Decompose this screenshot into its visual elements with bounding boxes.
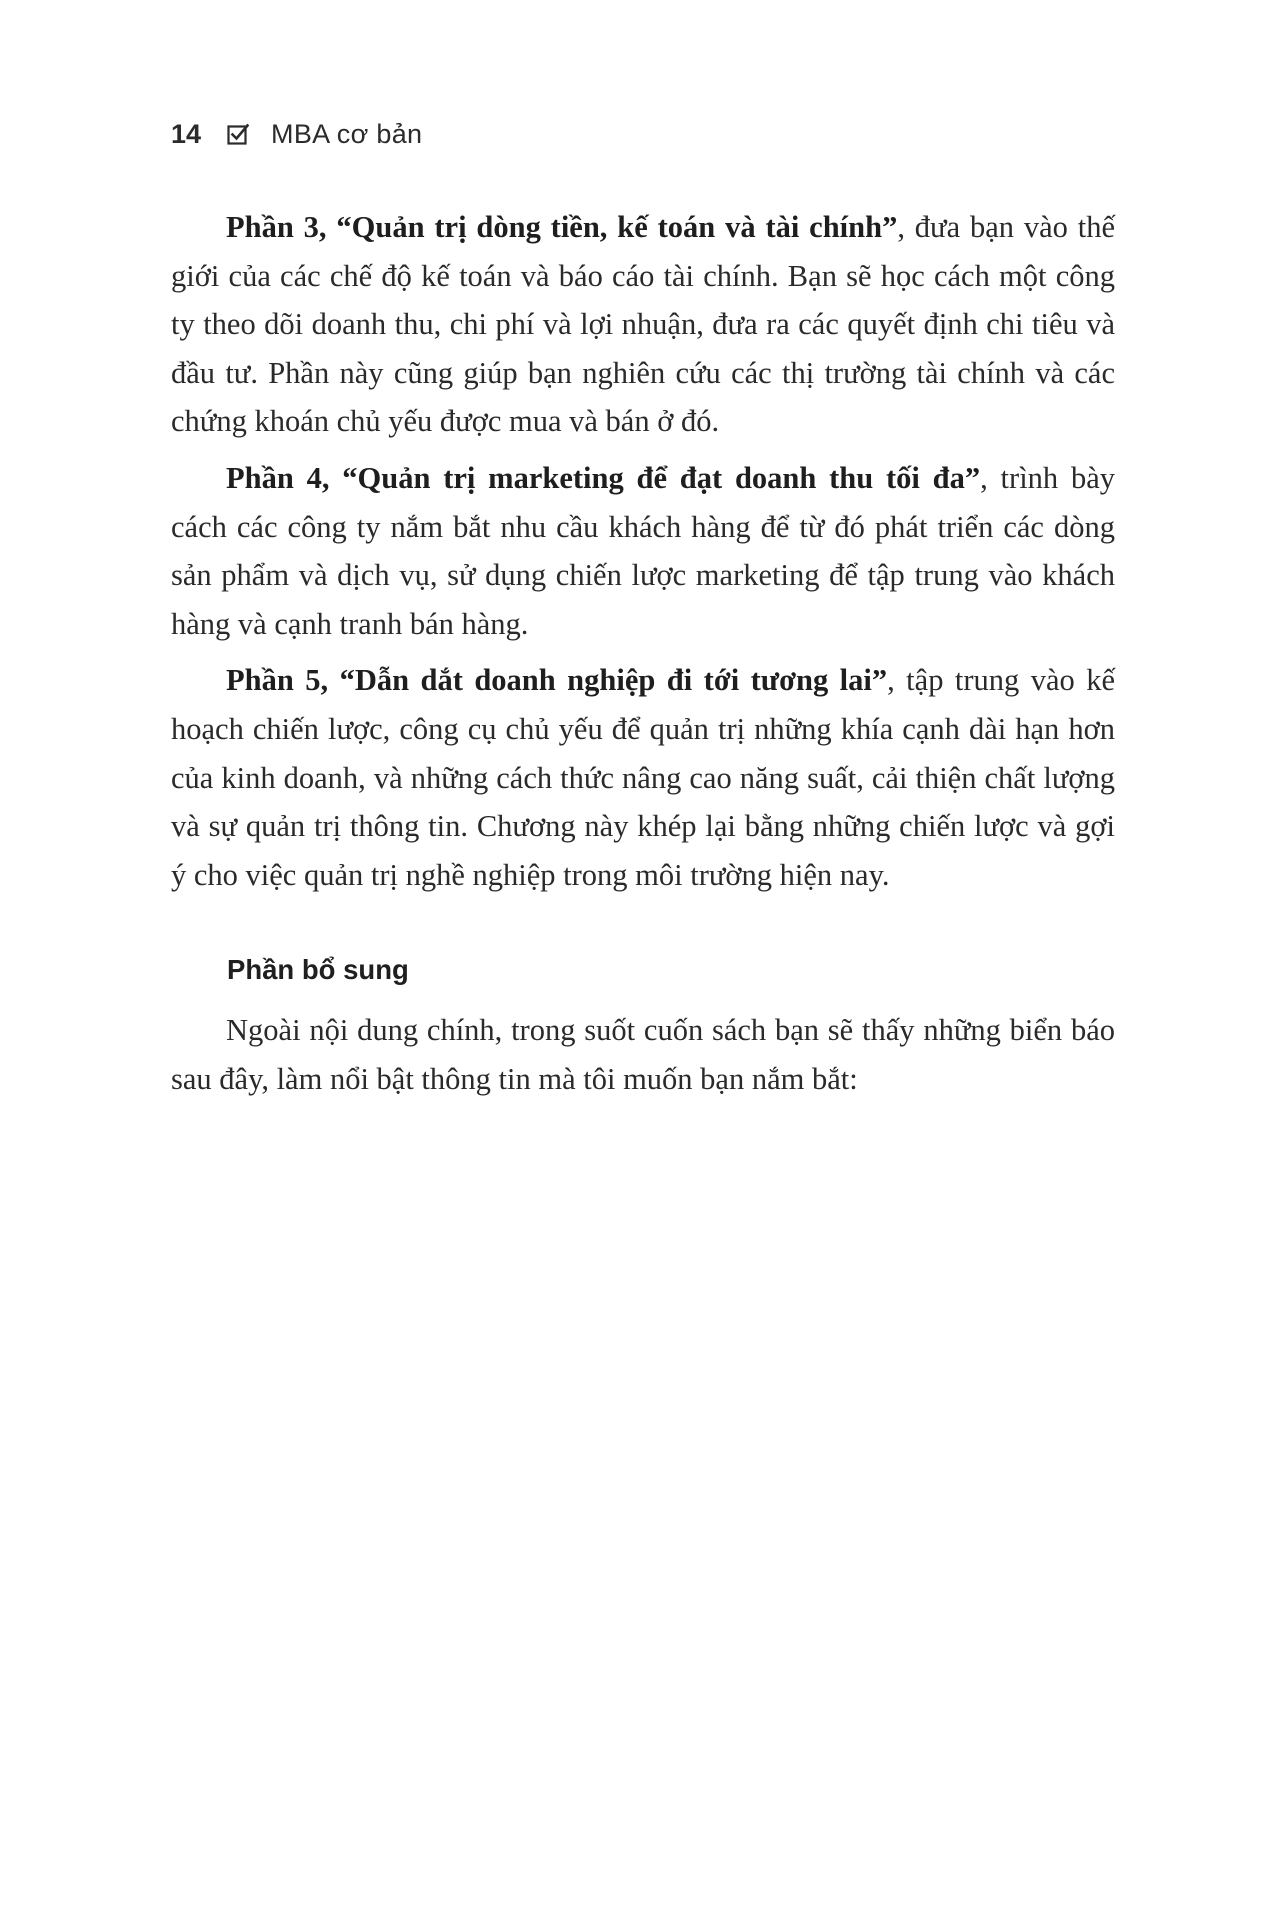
paragraph-text: , đưa bạn vào thế giới của các chế độ kế toán và báo cáo tài chính. Bạn sẽ học cách một công ty theo dõi doanh thu, chi phí và lợi nhuận, đưa ra các quyết định chi tiêu và đầu tư. Phần này cũng giúp bạn nghiên cứu các thị trường tài chính và các chứng khoán chủ yếu được mua và bán ở đó. [171,210,1116,439]
section-heading-supplement: Phần bổ sung [227,954,409,986]
page-body [171,203,1115,1112]
book-title: MBA cơ bản [271,119,423,149]
running-header [171,119,422,150]
paragraph-lead: Phần 5, “Dẫn dắt doanh nghiệp đi tới tương lai” [226,663,888,698]
page-number: 14 [171,119,202,149]
paragraph-supplement: Ngoài nội dung chính, trong suốt cuốn sách bạn sẽ thấy những biển báo sau đây, làm nổi bật thông tin mà tôi muốn bạn nắm bắt: [171,1013,1115,1096]
paragraph-lead: Phần 4, “Quản trị marketing để đạt doanh thu tối đa” [226,460,981,495]
paragraph-lead: Phần 3, “Quản trị dòng tiền, kế toán và tài chính” [226,210,898,244]
checkbox-checked-icon [227,123,249,145]
paragraph-part-5 [171,656,1115,899]
paragraph-text: , tập trung vào kế hoạch chiến lược, công cụ chủ yếu để quản trị những khía cạnh dài hạn hơn của kinh doanh, và những cách thức nâng cao năng suất, cải thiện chất lượng và sự quản trị thông tin. Chương này khép lại bằng những chiến lược và gợi ý cho việc quản trị nghề nghiệp trong môi trường hiện nay. [171,663,1116,892]
paragraph-part-4 [171,454,1115,648]
paragraph-part-3 [171,203,1115,446]
paragraph-text: , trình bày cách các công ty nắm bắt nhu cầu khách hàng để từ đó phát triển các dòng sản phẩm và dịch vụ, sử dụng chiến lược marketing để tập trung vào khách hàng và cạnh tranh bán hàng. [171,460,1115,641]
